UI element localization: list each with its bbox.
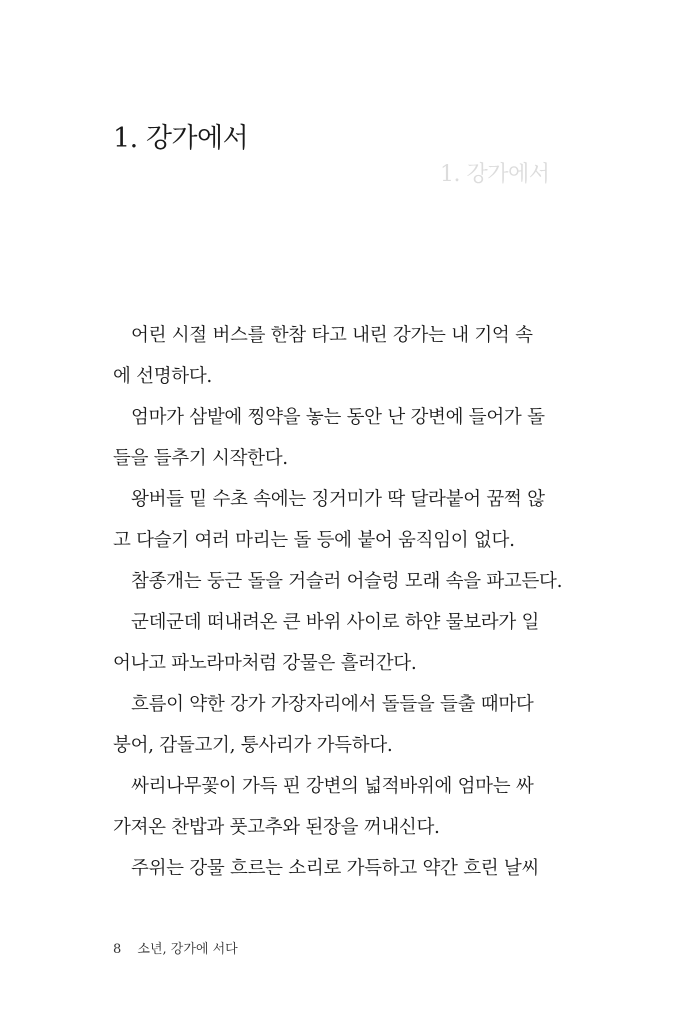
paragraph-line: 참종개는 둥근 돌을 거슬러 어슬렁 모래 속을 파고든다. [131,571,563,592]
paragraph-line: 싸리나무꽃이 가득 핀 강변의 넓적바위에 엄마는 싸 [131,776,534,797]
paragraph-line: 군데군데 떠내려온 큰 바위 사이로 하얀 물보라가 일 [131,612,540,633]
paragraph-line: 어린 시절 버스를 한참 타고 내린 강가는 내 기억 속 [131,325,533,346]
running-title: 소년, 강가에 서다 [137,942,238,957]
paragraph-line: 엄마가 삼밭에 찡약을 놓는 동안 난 강변에 들어가 돌 [131,407,545,428]
page-number: 8 [113,942,122,957]
paragraph-line: 왕버들 밑 수초 속에는 징거미가 딱 달라붙어 꿈쩍 않 [131,489,545,510]
paragraph-line: 에 선명하다. [113,366,213,387]
body-text [113,315,563,889]
paragraph-line: 들을 들추기 시작한다. [113,448,288,469]
paragraph-line: 주위는 강물 흐르는 소리로 가득하고 약간 흐린 날씨 [131,858,540,879]
chapter-ghost-title: 1. 강가에서 [440,162,550,187]
page-footer [113,938,238,957]
paragraph-line: 어나고 파노라마처럼 강물은 흘러간다. [113,653,417,674]
chapter-title: 1. 강가에서 [113,123,249,154]
paragraph-line: 흐름이 약한 강가 가장자리에서 돌들을 들출 때마다 [131,694,534,715]
paragraph-line: 붕어, 감돌고기, 퉁사리가 가득하다. [113,735,393,756]
paragraph-line: 가져온 찬밥과 풋고추와 된장을 꺼내신다. [113,817,440,838]
paragraph-line: 고 다슬기 여러 마리는 돌 등에 붙어 움직임이 없다. [113,530,515,551]
